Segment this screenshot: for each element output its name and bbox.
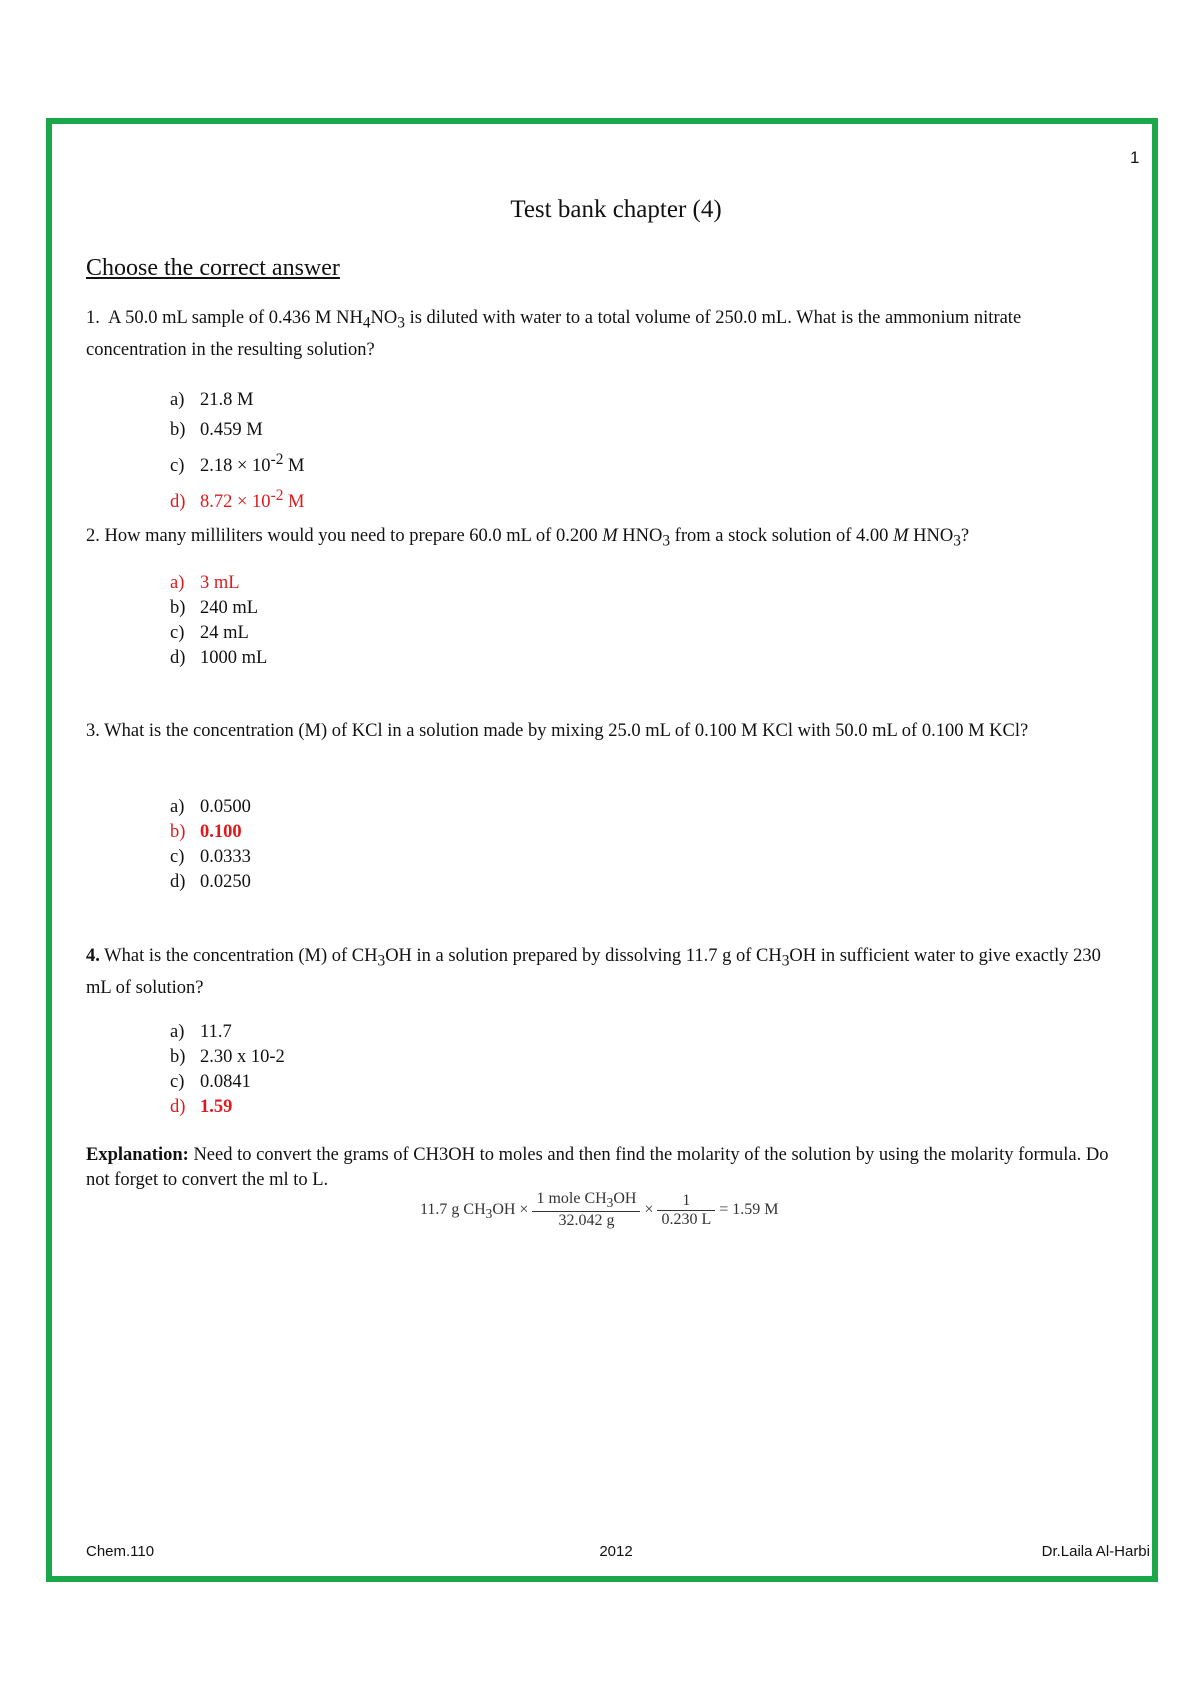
footer-author: Dr.Laila Al-Harbi — [1041, 1543, 1150, 1560]
question-2: 2. How many milliliters would you need to prepare 60.0 mL of 0.200 M $HNO_3$ from a stock solution of 4.00 M $HNO_3$? — [86, 526, 970, 550]
q4-options — [170, 1020, 285, 1120]
q2-option-a[interactable]: a) 3 mL — [170, 573, 240, 593]
q4-option-b[interactable]: b) 2.30 x 10-2 — [170, 1047, 285, 1067]
q1-option-c[interactable]: c) $2.18 \times 10^{-2}$ M — [170, 451, 305, 477]
q1-number: 1. — [86, 308, 100, 328]
explanation: Explanation: Need to convert the grams of CH3OH to moles and then find the molarity of the solution by using the molarity formula. Do not forget to convert the ml to L. — [86, 1145, 1109, 1190]
page-title: Test bank chapter (4) — [510, 196, 722, 223]
question-4: 4. What is the concentration (M) of $CH_3OH$ in a solution prepared by dissolving 11.7 g of $CH_3OH$ in sufficient water to give exactly 230 mL of solution? — [86, 946, 1101, 998]
q2-option-d[interactable]: d) 1000 mL — [170, 648, 268, 668]
q3-options — [170, 795, 251, 895]
q1-option-b[interactable]: b) 0.459 M — [170, 420, 263, 440]
q4-option-a[interactable]: a) 11.7 — [170, 1022, 232, 1042]
formula-fraction-2: $\frac{1}{0.230 L}$ — [657, 1192, 715, 1229]
q3-option-a[interactable]: a) 0.0500 — [170, 797, 251, 817]
q1-option-a[interactable]: a) 21.8 M — [170, 390, 254, 410]
section-heading: Choose the correct answer — [86, 255, 340, 281]
page-number: 1 — [1130, 148, 1140, 167]
q1-options — [170, 385, 304, 517]
q4-number: 4. — [86, 946, 100, 966]
footer-course: Chem.110 — [86, 1543, 155, 1560]
question-3: 3. What is the concentration (M) of KCl in a solution made by mixing 25.0 mL of 0.100 M KCl with 50.0 mL of 0.100 M KCl? — [86, 721, 1029, 741]
question-1: 1. A 50.0 mL sample of 0.436 M $NH_4NO_3$ is diluted with water to a total volume of 250.0 mL. What is the ammonium nitrate concentration in the resulting solution? — [86, 308, 1022, 360]
q2-option-b[interactable]: b) 240 mL — [170, 598, 259, 618]
q1-option-d[interactable]: d) $8.72 \times 10^{-2}$ M — [170, 487, 305, 513]
q4-option-c[interactable]: c) 0.0841 — [170, 1072, 251, 1092]
footer-year: 2012 — [599, 1543, 633, 1560]
q3-option-d[interactable]: d) 0.0250 — [170, 872, 251, 892]
q4-option-d[interactable]: d) 1.59 — [170, 1097, 233, 1117]
q3-option-c[interactable]: c) 0.0333 — [170, 847, 251, 867]
formula-fraction-1: $\frac{1 mole CH_3OH}{32.042 g}$ — [532, 1190, 640, 1230]
q2-option-c[interactable]: c) 24 mL — [170, 623, 249, 643]
explanation-label: Explanation: — [86, 1145, 189, 1165]
molarity-formula: 11.7 g $CH_3OH$ × $\frac{1 mole CH_3OH}{32.042 g}$ × $\frac{1}{0.230 L}$ = 1.59 M — [420, 1190, 779, 1230]
q3-option-b[interactable]: b) 0.100 — [170, 822, 242, 842]
q2-options — [170, 571, 267, 671]
